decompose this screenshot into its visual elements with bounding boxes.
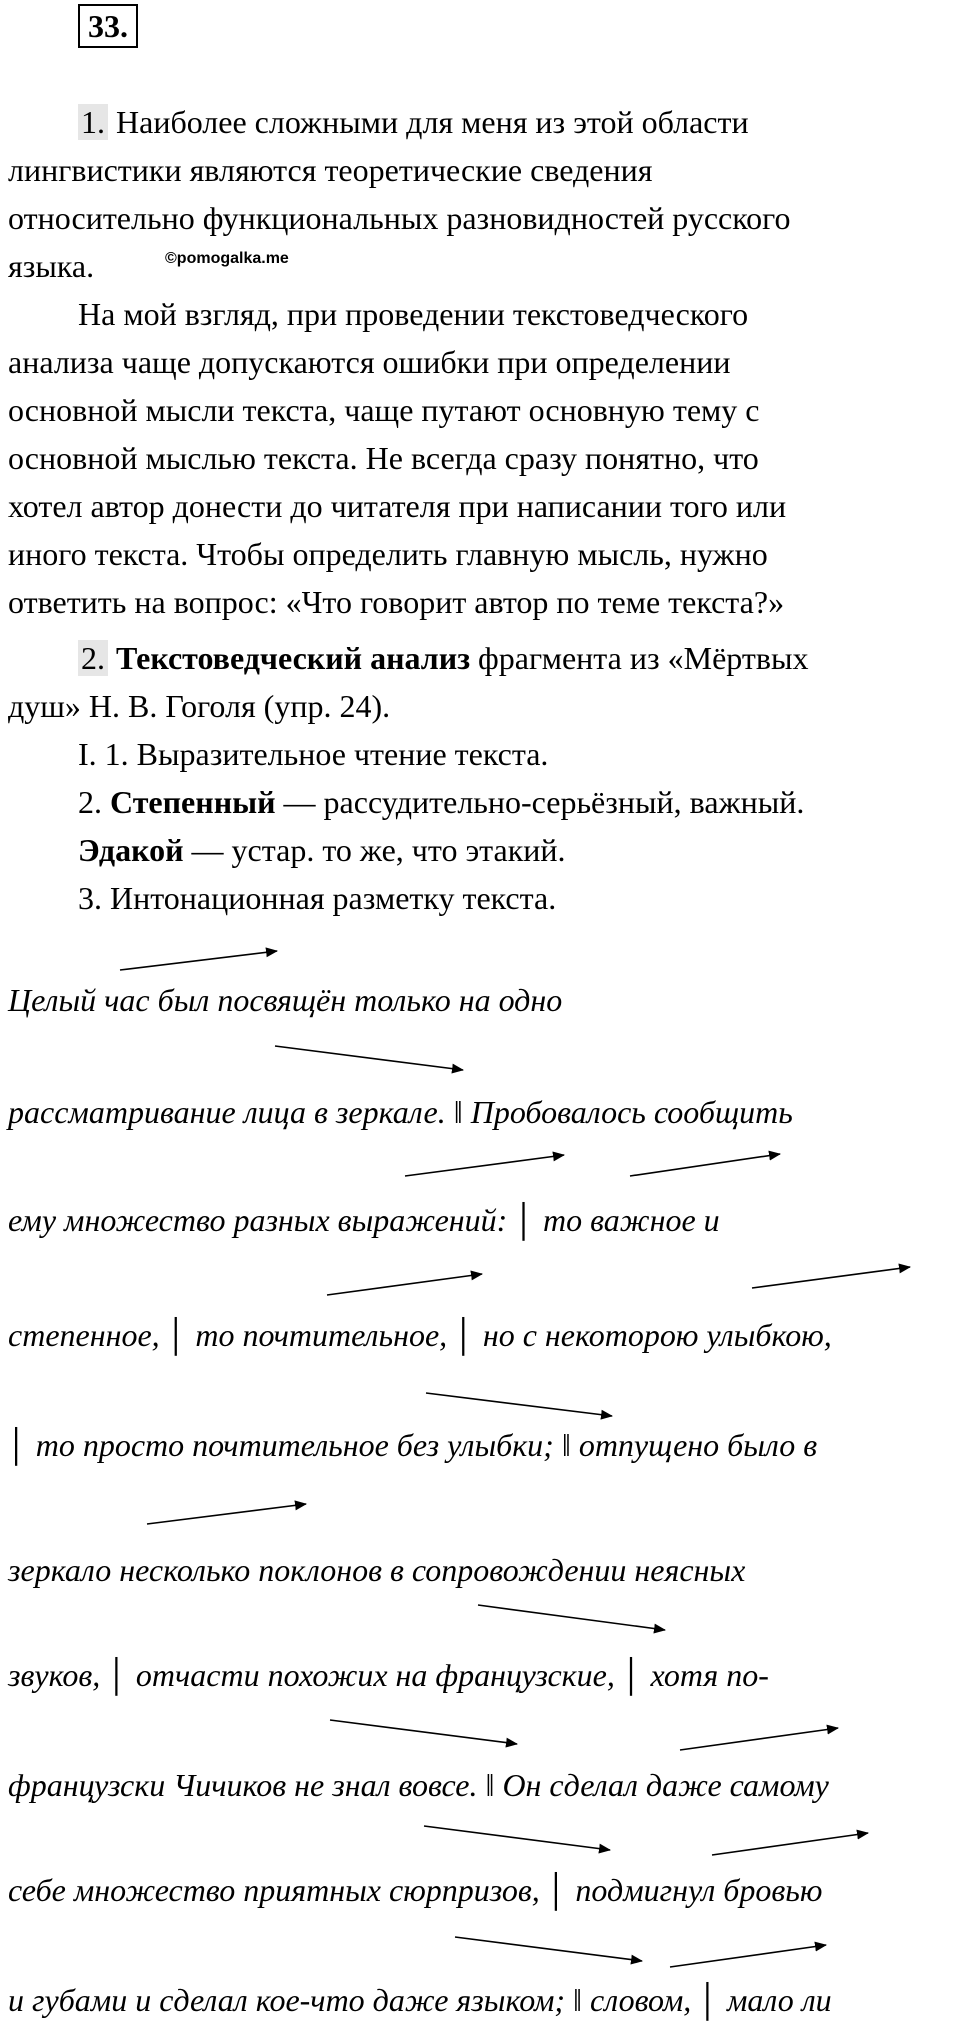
part1-p2-line2: анализа чаще допускаются ошибки при определении [8, 344, 731, 380]
intonation-arrow [275, 1046, 463, 1070]
marked-line-1: Целый час был посвящён только на одно [8, 982, 563, 1018]
intonation-arrow [405, 1155, 564, 1176]
intonation-arrow [630, 1154, 780, 1176]
part1-p2-line5: хотел автор донести до читателя при написании того или [8, 488, 787, 524]
part1-p2-line4: основной мыслью текста. Не всегда сразу понятно, что [8, 440, 759, 476]
marked-line-7: звуков, │ отчасти похожих на французские, │ хотя по- [8, 1657, 769, 1693]
marked-line-5: │ то просто почтительное без улыбки; ‖ отпущено было в [8, 1427, 818, 1463]
part1-line3: относительно функциональных разновидностей русского [8, 200, 791, 236]
marked-line-2: рассматривание лица в зеркале. ‖ Пробовалось сообщить [8, 1094, 793, 1130]
intonation-arrow [680, 1728, 838, 1750]
part1-line2: лингвистики являются теоретические сведения [8, 152, 653, 188]
part1-p2-line7: ответить на вопрос: «Что говорит автор по теме текста?» [8, 584, 785, 620]
intonation-arrow [712, 1833, 868, 1855]
marked-line-4: степенное, │ то почтительное, │ но с некоторою улыбкою, [8, 1317, 832, 1353]
marked-line-3: ему множество разных выражений: │ то важное и [8, 1202, 720, 1238]
part2-item2b-bold: Эдакой [78, 832, 184, 868]
part2-item1: I. 1. Выразительное чтение текста. [78, 736, 549, 772]
intonation-arrow [478, 1605, 665, 1630]
watermark: ©pomogalka.me [165, 250, 289, 267]
part2-item2-bold: Степенный [110, 784, 276, 820]
part2-title-rest: фрагмента из «Мёртвых [470, 640, 809, 676]
exercise-number: 33. [78, 4, 138, 48]
part2-bold-title: Текстоведческий анализ [116, 640, 471, 676]
part1-p2-line3: основной мысли текста, чаще путают основную тему с [8, 392, 760, 428]
part1-line1-text: Наиболее сложными для меня из этой области [108, 104, 749, 140]
part2-item2-prefix: 2. [78, 784, 110, 820]
intonation-arrow [120, 951, 277, 970]
marked-line-10: и губами и сделал кое-что даже языком; ‖ словом, │ мало ли [8, 1982, 832, 2018]
part2-item2b [78, 826, 566, 874]
part1-p2-line6: иного текста. Чтобы определить главную мысль, нужно [8, 536, 768, 572]
marked-line-8: французски Чичиков не знал вовсе. ‖ Он сделал даже самому [8, 1767, 829, 1803]
part2-marker: 2. [78, 640, 108, 676]
intonation-arrow [455, 1937, 642, 1961]
part1-p2-line1: На мой взгляд, при проведении текстоведческого [78, 296, 749, 332]
intonation-arrow [424, 1826, 610, 1850]
part2-item2 [78, 778, 804, 826]
part1-line4: языка. [8, 248, 95, 284]
marked-line-6: зеркало несколько поклонов в сопровождении неясных [8, 1552, 746, 1588]
intonation-arrow [426, 1393, 612, 1416]
part1-line1 [78, 98, 749, 146]
part2-title-line1 [78, 634, 808, 682]
part2-item3: 3. Интонационная разметку текста. [78, 880, 557, 916]
part2-item2b-rest: — устар. то же, что этакий. [183, 832, 566, 868]
intonation-arrow [330, 1720, 517, 1744]
intonation-arrow [752, 1267, 910, 1288]
intonation-arrow [327, 1274, 482, 1295]
part2-title-line2: душ» Н. В. Гоголя (упр. 24). [8, 688, 391, 724]
intonation-arrow [670, 1945, 826, 1967]
intonation-arrow [147, 1504, 306, 1524]
marked-line-9: себе множество приятных сюрпризов, │ подмигнул бровью [8, 1872, 823, 1908]
part1-marker: 1. [78, 104, 108, 140]
part2-item2-rest: — рассудительно-серьёзный, важный. [275, 784, 805, 820]
